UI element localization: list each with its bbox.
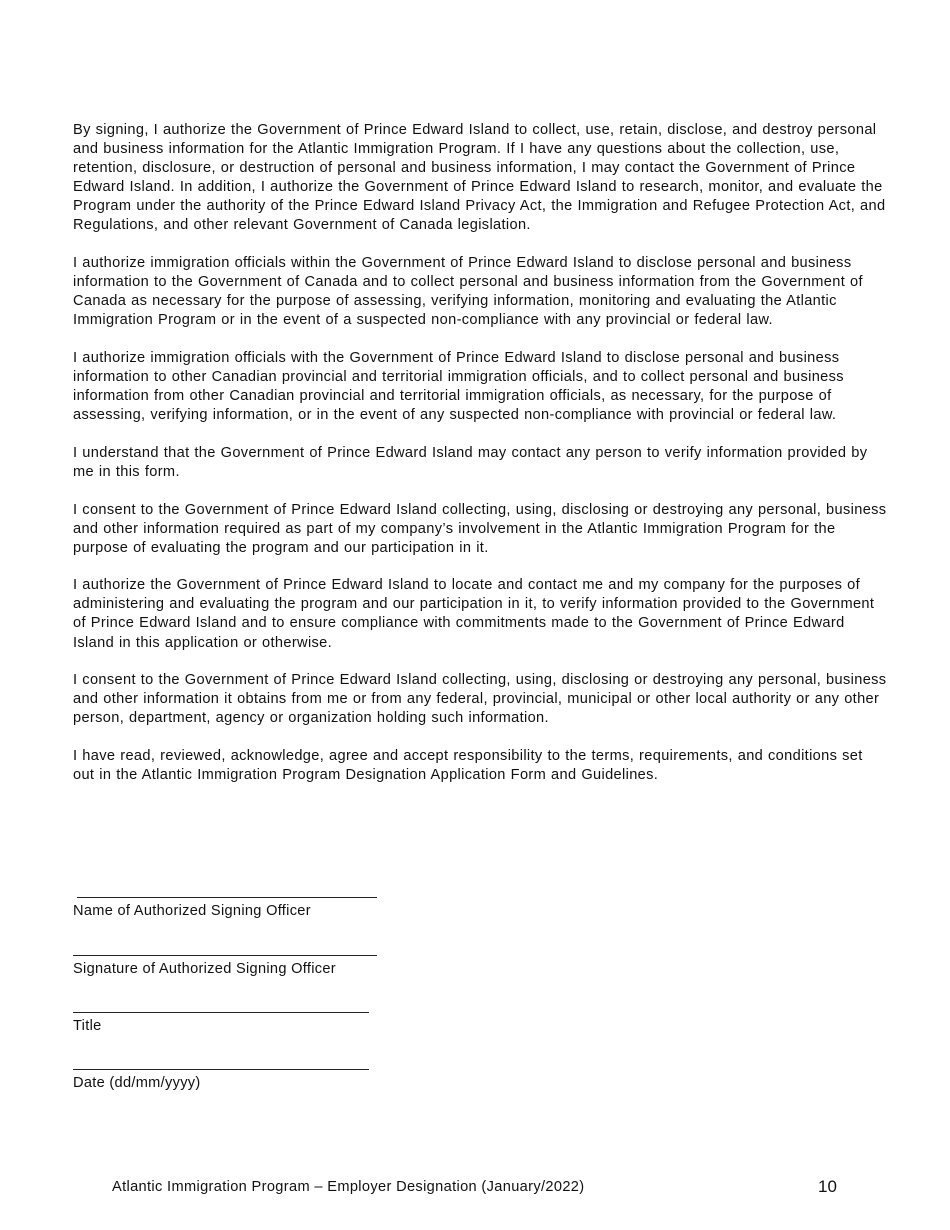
consent-paragraph-7: I consent to the Government of Prince Edward Island collecting, using, disclosing or destroying any personal, business and other information it obtains from me or from any federal, provincial, municipal or other local authority or any other person, department, agency or organization holding such information.: [73, 672, 887, 727]
date-label: Date (dd/mm/yyyy): [73, 1075, 201, 1091]
page-number: 10: [818, 1177, 837, 1196]
signing-officer-name-block: [73, 897, 383, 920]
consent-paragraph-2: I authorize immigration officials within the Government of Prince Edward Island to disclose personal and business information to the Government of Canada and to collect personal and business information from the Government of Canada as necessary for the purpose of assessing, verifying information, monitoring and evaluating the Atlantic Immigration Program or in the event of a suspected non-compliance with any provincial or federal law.: [73, 255, 863, 329]
title-block: [73, 1012, 383, 1035]
signature-block: [73, 955, 383, 978]
signing-officer-name-label: Name of Authorized Signing Officer: [73, 903, 311, 919]
title-label: Title: [73, 1018, 102, 1034]
consent-paragraph-3: I authorize immigration officials with the Government of Prince Edward Island to disclose personal and business information to other Canadian provincial and territorial immigration officials, and to collect personal and business information from other Canadian provincial and territorial immigration officials, as necessary, for the purpose of assessing, verifying information, or in the event of any suspected non-compliance with provincial or federal law.: [73, 349, 844, 424]
consent-paragraph-1: By signing, I authorize the Government of Prince Edward Island to collect, use, retain, disclose, and destroy personal and business information for the Atlantic Immigration Program. If I have any questions about the collection, use, retention, disclosure, or destruction of personal and business information, I may contact the Government of Prince Edward Island. In addition, I authorize the Government of Prince Edward Island to research, monitor, and evaluate the Program under the authority of the Prince Edward Island Privacy Act, the Immigration and Refugee Protection Act, and Regulations, and other relevant Government of Canada legislation.: [73, 122, 886, 234]
consent-paragraph-6: I authorize the Government of Prince Edward Island to locate and contact me and my company for the purposes of administering and evaluating the program and our participation in it, to verify information provided to the Government of Prince Edward Island and to ensure compliance with commitments made to the Government of Prince Edward Island in this application or otherwise.: [73, 577, 875, 651]
consent-paragraph-4: I understand that the Government of Prince Edward Island may contact any person to verify information provided by me in this form.: [73, 444, 868, 480]
signing-officer-name-line[interactable]: [77, 897, 377, 898]
signature-line[interactable]: [73, 955, 377, 956]
title-line[interactable]: [73, 1012, 369, 1013]
footer-title: Atlantic Immigration Program – Employer Designation (January/2022): [112, 1179, 585, 1195]
date-block: [73, 1069, 383, 1092]
consent-paragraph-5: I consent to the Government of Prince Edward Island collecting, using, disclosing or destroying any personal, business and other information required as part of my company’s involvement in the Atlantic Immigration Program for the purpose of evaluating the program and our participation in it.: [73, 501, 887, 556]
consent-section: [73, 121, 888, 804]
date-line[interactable]: [73, 1069, 369, 1070]
consent-paragraph-8: I have read, reviewed, acknowledge, agree and accept responsibility to the terms, requirements, and conditions set out in the Atlantic Immigration Program Designation Application Form and Guidelines.: [73, 747, 863, 784]
signature-label: Signature of Authorized Signing Officer: [73, 961, 336, 977]
